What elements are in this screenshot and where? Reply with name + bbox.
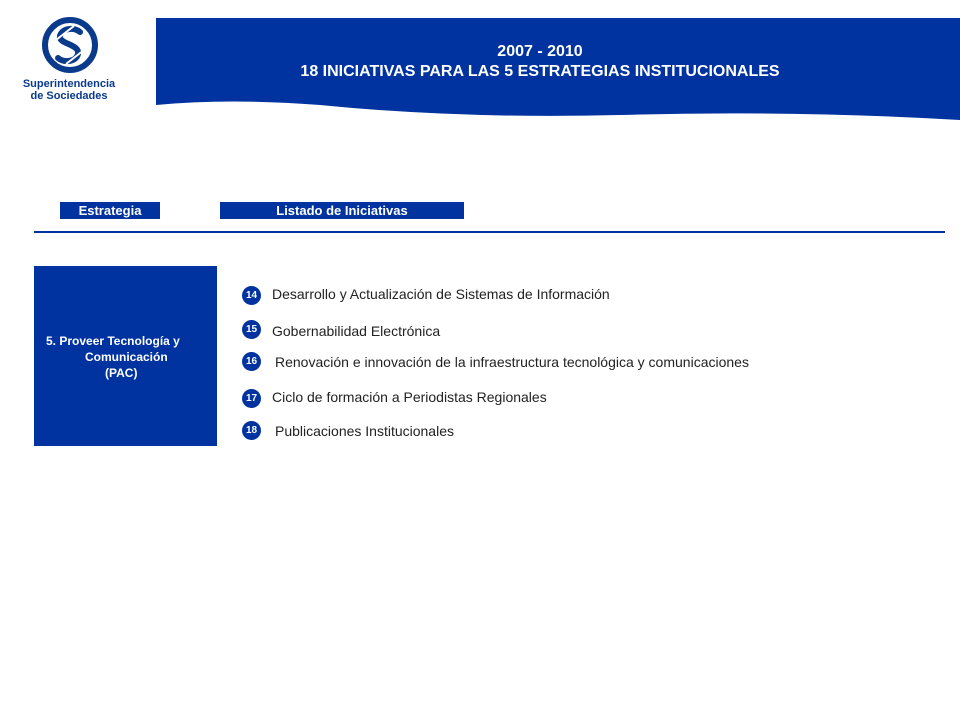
supersociedades-logo-icon [34, 16, 106, 74]
initiative-number-badge: 17 [242, 389, 261, 408]
strategy-line-1: 5. Proveer Tecnología y [46, 334, 180, 348]
header-initiatives: Listado de Iniciativas [220, 202, 464, 219]
initiative-label: Gobernabilidad Electrónica [272, 323, 441, 339]
strategy-line-3: (PAC) [105, 366, 138, 380]
supersociedades-logo [14, 16, 134, 116]
logo-text [14, 78, 124, 102]
title-banner [150, 12, 960, 124]
banner-title-years: 2007 - 2010 [497, 43, 583, 60]
initiative-number-badge: 18 [242, 421, 261, 440]
initiative-label: Ciclo de formación a Periodistas Regionales [272, 389, 547, 405]
logo-line-2: de Sociedades [30, 90, 108, 102]
initiative-number-badge: 15 [242, 320, 261, 339]
banner-title-subtitle: 18 INICIATIVAS PARA LAS 5 ESTRATEGIAS INSTITUCIONALES [300, 63, 780, 80]
banner-title [150, 42, 930, 82]
initiative-label: Renovación e innovación de la infraestructura tecnológica y comunicaciones [275, 354, 749, 370]
initiative-number-badge: 16 [242, 352, 261, 371]
header-divider [34, 231, 945, 233]
initiative-label: Desarrollo y Actualización de Sistemas de Información [272, 286, 610, 302]
strategy-box [34, 266, 217, 446]
logo-line-1: Superintendencia [22, 78, 116, 90]
initiative-number-badge: 14 [242, 286, 261, 305]
strategy-line-2: Comunicación [85, 350, 168, 364]
initiative-label: Publicaciones Institucionales [275, 423, 454, 439]
header-strategy: Estrategia [60, 202, 160, 219]
